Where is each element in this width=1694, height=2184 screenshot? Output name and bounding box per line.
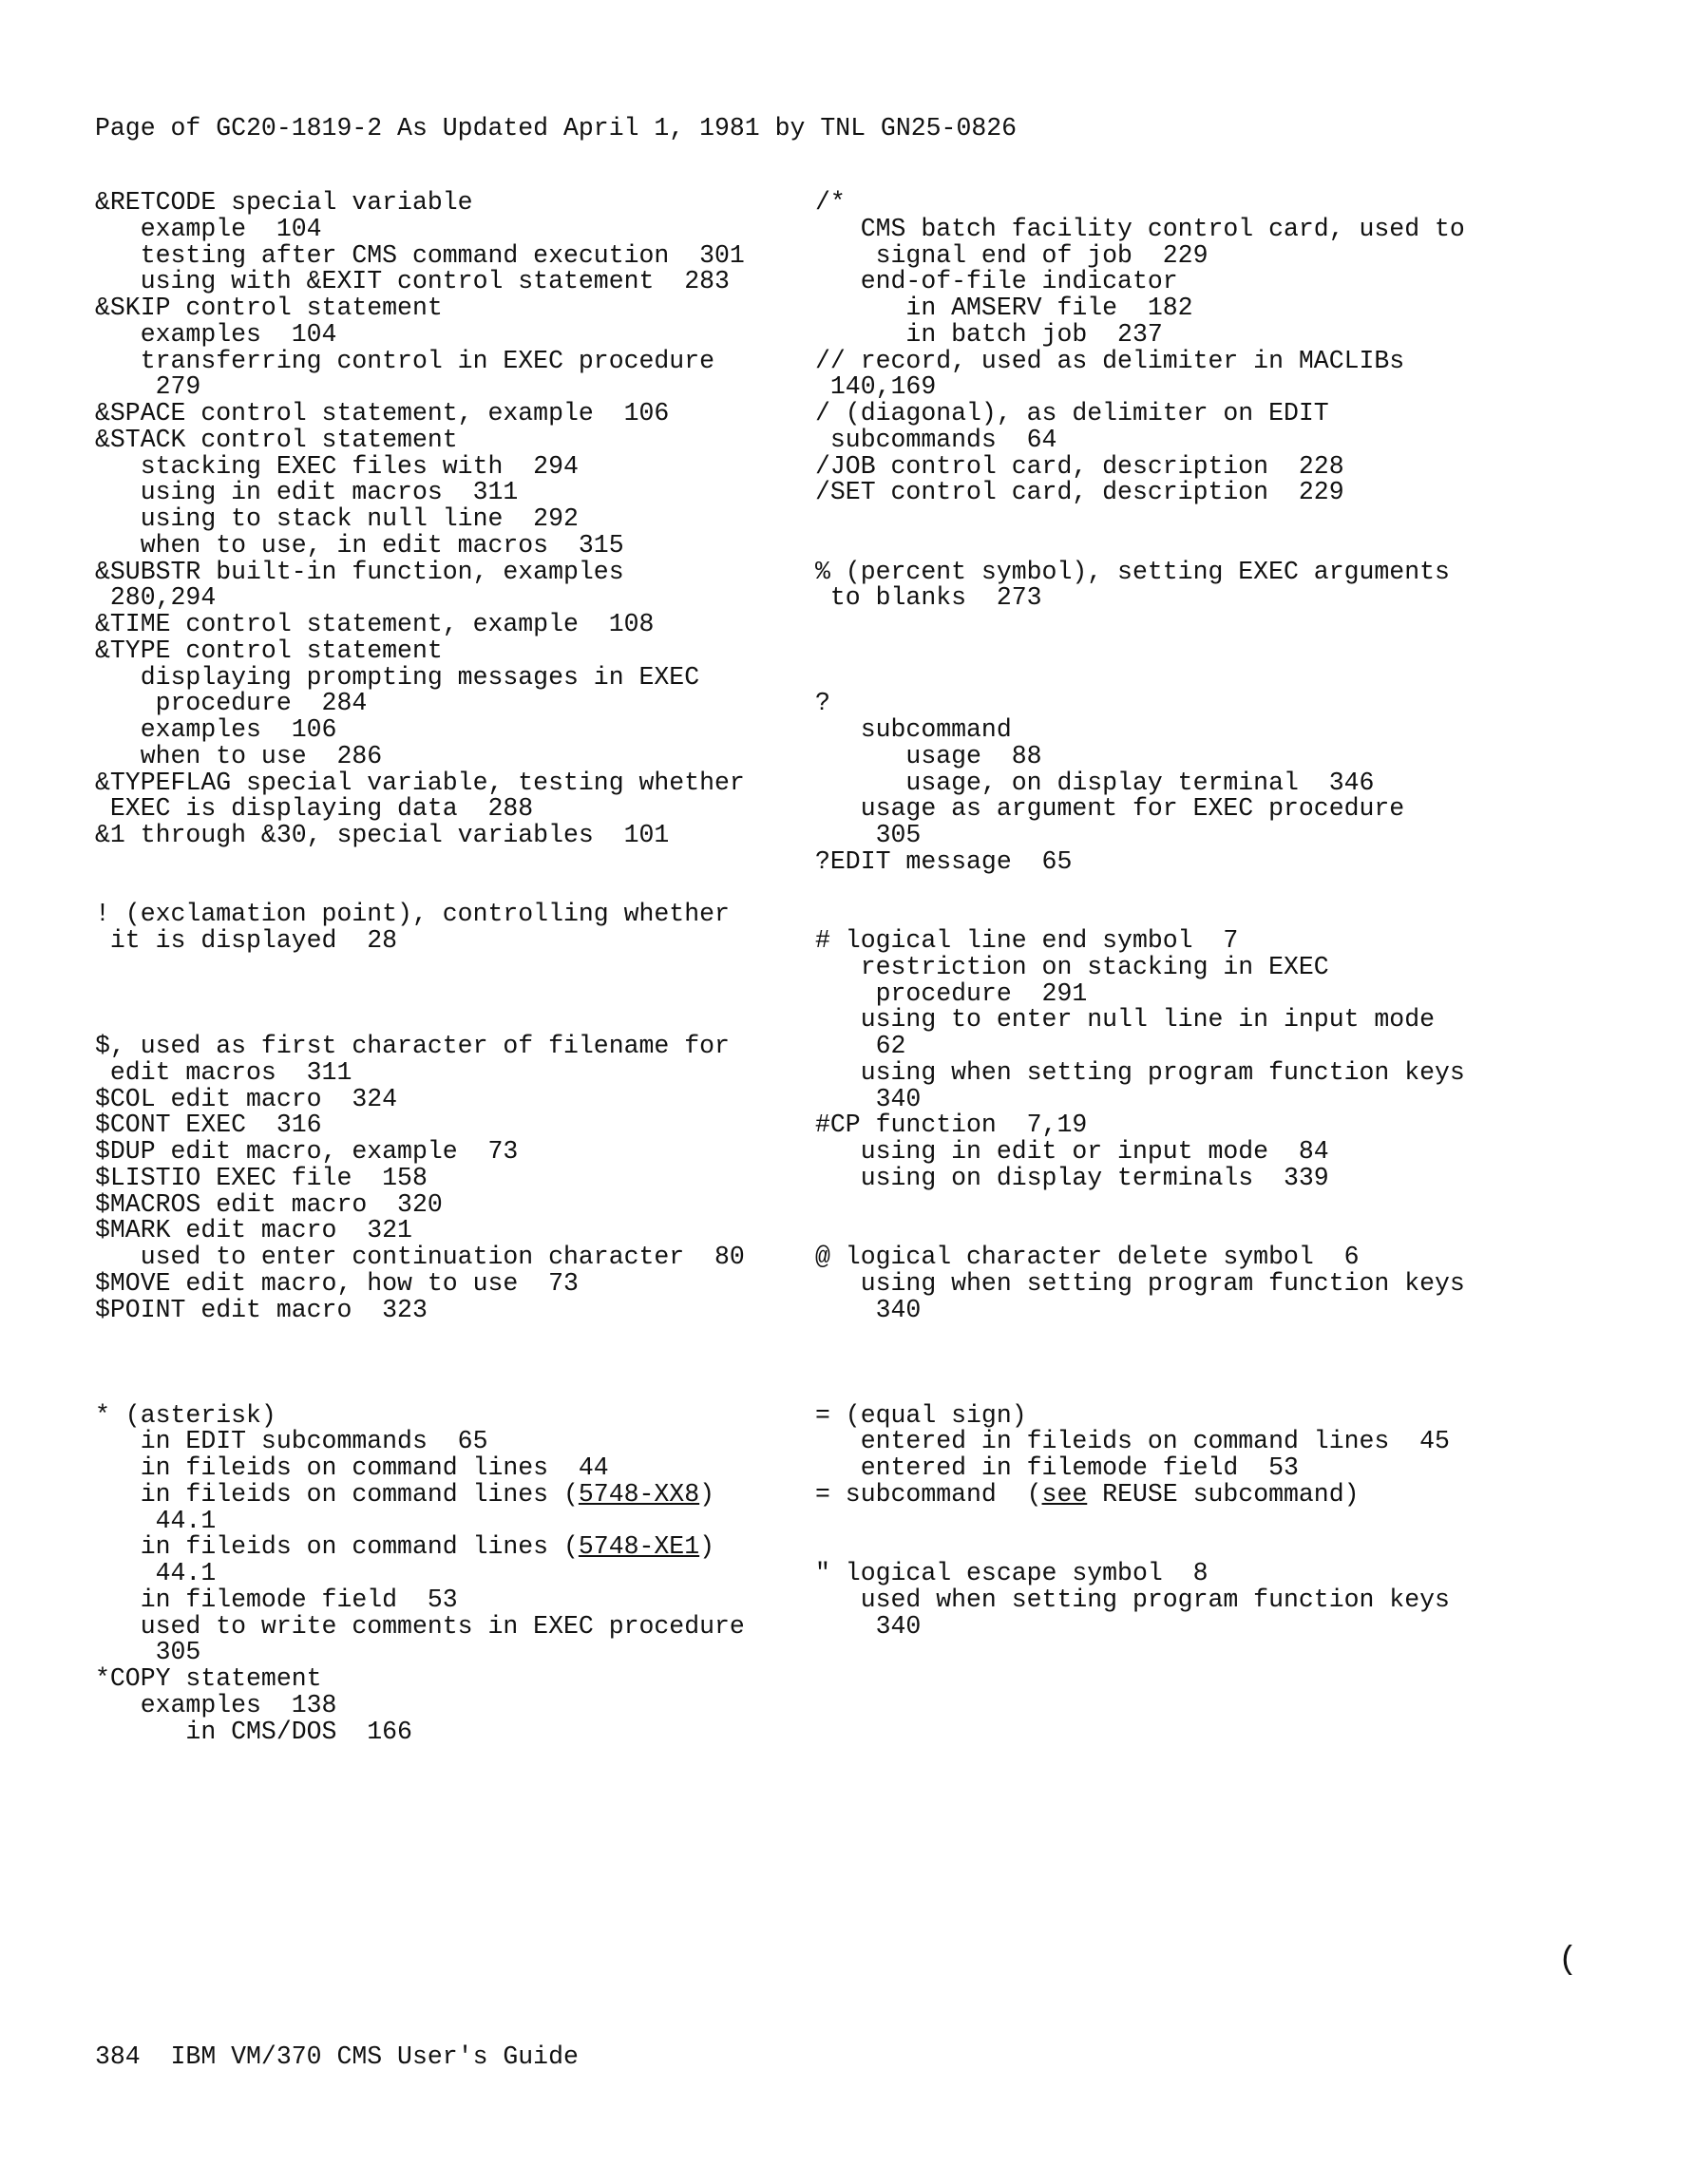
index-entry-text: in filemode field 53 — [95, 1585, 458, 1614]
index-entry — [815, 506, 1594, 533]
index-entry-text: &SKIP control statement — [95, 294, 443, 322]
index-entry-text: in batch job 237 — [815, 319, 1163, 349]
index-entry-text: $MARK edit macro 321 — [95, 1216, 412, 1245]
index-entry — [95, 190, 846, 217]
index-entry-text: &1 through &30, special variables 101 — [95, 821, 670, 849]
index-entry-text: end-of-file indicator — [815, 267, 1178, 296]
index-entry — [95, 480, 846, 506]
index-entry — [95, 295, 846, 322]
index-entry — [95, 1666, 846, 1693]
index-entry — [815, 1218, 1594, 1244]
index-entry — [815, 1587, 1594, 1614]
index-entry — [95, 1640, 846, 1666]
index-entry-text: ? — [815, 689, 830, 718]
index-entry-text: using on display terminals 339 — [815, 1163, 1329, 1192]
index-entry — [95, 902, 846, 928]
index-entry — [815, 952, 1594, 981]
index-entry — [95, 557, 846, 586]
index-entry — [815, 480, 1594, 506]
index-entry-text: EXEC is displaying data 288 — [95, 794, 534, 824]
index-entry — [815, 638, 1594, 665]
index-entry-text: restriction on stacking in EXEC — [815, 952, 1329, 981]
index-entry — [95, 1479, 846, 1509]
index-entry — [95, 1057, 846, 1087]
index-entry-text: when to use 286 — [95, 741, 383, 770]
index-entry-text: using to stack null line 292 — [95, 504, 579, 533]
index-entry — [95, 662, 846, 692]
index-entry — [95, 1163, 846, 1192]
index-entry-text: using when setting program function keys — [815, 1268, 1465, 1298]
index-entry — [815, 1295, 1594, 1324]
index-entry — [95, 1534, 846, 1561]
index-entry-text: &SPACE control statement, example 106 — [95, 399, 670, 427]
index-entry — [815, 978, 1594, 1008]
index-entry — [95, 1587, 846, 1614]
index-entry-text: $MOVE edit macro, how to use 73 — [95, 1268, 579, 1298]
index-entry-text: $DUP edit macro, example 73 — [95, 1137, 519, 1166]
index-entry — [815, 427, 1594, 454]
index-entry-text: 340 — [815, 1084, 922, 1113]
index-entry — [815, 665, 1594, 692]
index-entry — [815, 401, 1594, 427]
index-entry-text: used to write comments in EXEC procedure — [95, 1611, 745, 1641]
index-entry-text: $CONT EXEC 316 — [95, 1111, 322, 1140]
index-entry-text: 340 — [815, 1611, 922, 1641]
index-entry-text: in EDIT subcommands 65 — [95, 1427, 488, 1456]
index-entry — [95, 1084, 846, 1113]
index-entry — [815, 691, 1594, 717]
index-entry — [815, 214, 1594, 243]
index-entry-text: *COPY statement — [95, 1664, 322, 1693]
index-entry-text: using with &EXIT control statement 283 — [95, 267, 730, 296]
index-entry-text: /* — [815, 188, 846, 217]
index-entry — [815, 1192, 1594, 1219]
index-entry — [95, 1690, 846, 1719]
index-entry — [815, 374, 1594, 401]
index-entry-text: 340 — [815, 1295, 922, 1324]
index-entry — [815, 846, 1594, 876]
index-entry-text: in CMS/DOS 166 — [95, 1717, 412, 1746]
index-entry-text: usage as argument for EXEC procedure — [815, 794, 1405, 824]
index-entry-suffix: REUSE subcommand) — [1087, 1479, 1360, 1509]
index-entry — [815, 319, 1594, 349]
index-entry — [95, 401, 846, 427]
index-entry-text: @ logical character delete symbol 6 — [815, 1243, 1360, 1271]
index-entry-text: % (percent symbol), setting EXEC arguments — [815, 557, 1450, 586]
index-entry — [95, 1429, 846, 1455]
index-entry — [95, 1218, 846, 1244]
index-entry-text: signal end of job 229 — [815, 240, 1209, 270]
index-entry — [815, 1400, 1594, 1430]
index-entry — [815, 557, 1594, 586]
index-entry-text: = subcommand ( — [815, 1479, 1042, 1509]
index-entry — [95, 928, 846, 955]
index-entry-text: stacking EXEC files with 294 — [95, 451, 579, 481]
index-entry — [815, 796, 1594, 823]
index-entry-text: displaying prompting messages in EXEC — [95, 662, 700, 692]
index-entry-text: 140,169 — [815, 372, 937, 402]
index-entry — [95, 1007, 846, 1034]
index-entry — [815, 1112, 1594, 1139]
index-entry-text: in AMSERV file 182 — [815, 294, 1193, 322]
index-entry-text: using when setting program function keys — [815, 1057, 1465, 1087]
index-entry-text: 280,294 — [95, 583, 217, 613]
index-entry — [95, 823, 846, 849]
index-entry — [95, 585, 846, 612]
index-entry — [815, 717, 1594, 744]
index-entry — [95, 1112, 846, 1139]
index-entry — [95, 717, 846, 744]
index-entry — [95, 1506, 846, 1535]
index-entry-text: using in edit macros 311 — [95, 478, 519, 507]
underlined-reference: 5748-XX8 — [578, 1479, 700, 1509]
index-entry — [815, 1429, 1594, 1455]
index-entry-text: $COL edit macro 324 — [95, 1084, 398, 1113]
index-entry — [815, 240, 1594, 270]
index-entry-text: ?EDIT message 65 — [815, 846, 1073, 876]
index-entry — [815, 1509, 1594, 1535]
index-entry — [95, 741, 846, 770]
index-entry — [95, 1561, 846, 1587]
index-entry-text: subcommand — [815, 715, 1012, 744]
index-entry-text: 44.1 — [95, 1506, 217, 1535]
index-entry-text: * (asterisk) — [95, 1400, 276, 1430]
index-entry-text: transferring control in EXEC procedure — [95, 346, 715, 375]
index-column-left — [95, 190, 846, 1745]
index-column-right — [815, 190, 1594, 1640]
index-entry-text: #CP function 7,19 — [815, 1111, 1088, 1140]
index-entry — [95, 1350, 846, 1377]
index-entry-text: in fileids on command lines ( — [95, 1532, 579, 1562]
index-entry-text: using to enter null line in input mode — [815, 1005, 1436, 1035]
index-entry — [95, 1719, 846, 1746]
index-entry-text: CMS batch facility control card, used to — [815, 214, 1465, 243]
index-entry-text: $POINT edit macro 323 — [95, 1295, 428, 1324]
index-entry — [95, 506, 846, 533]
page-footer: 384 IBM VM/370 CMS User's Guide — [95, 2042, 579, 2071]
index-entry — [815, 533, 1594, 560]
index-entry-text: in fileids on command lines ( — [95, 1479, 579, 1509]
index-entry-text: used to enter continuation character 80 — [95, 1243, 745, 1271]
index-entry-text: to blanks 273 — [815, 583, 1042, 613]
index-entry-text: 279 — [95, 372, 201, 402]
margin-mark: ( — [1558, 1943, 1578, 1979]
index-entry — [95, 849, 846, 876]
index-entry — [815, 1244, 1594, 1271]
index-entry-text: &RETCODE special variable — [95, 188, 473, 217]
index-entry — [815, 1611, 1594, 1641]
index-entry — [95, 240, 846, 270]
index-entry — [95, 770, 846, 797]
index-entry-text: $LISTIO EXEC file 158 — [95, 1163, 428, 1192]
index-entry-text: 305 — [95, 1638, 201, 1667]
index-entry — [815, 295, 1594, 322]
index-entry — [815, 1139, 1594, 1166]
index-entry-text: # logical line end symbol 7 — [815, 926, 1239, 955]
index-entry — [95, 1611, 846, 1641]
index-entry-text: ! (exclamation point), controlling whether — [95, 900, 730, 929]
index-entry — [815, 1007, 1594, 1034]
index-entry-text: entered in filemode field 53 — [815, 1453, 1299, 1482]
index-entry — [95, 1268, 846, 1298]
index-entry — [95, 1244, 846, 1271]
index-entry — [95, 981, 846, 1008]
index-entry-text: used when setting program function keys — [815, 1585, 1450, 1614]
index-entry-text: subcommands 64 — [815, 425, 1057, 454]
index-entry — [815, 1268, 1594, 1298]
index-entry-text: it is displayed 28 — [95, 926, 398, 955]
index-entry-text: /SET control card, description 229 — [815, 478, 1344, 507]
index-entry — [95, 796, 846, 823]
index-entry-text: edit macros 311 — [95, 1057, 352, 1087]
index-entry-text: &TYPEFLAG special variable, testing whether — [95, 768, 745, 797]
index-entry-suffix: ) — [699, 1479, 715, 1509]
index-entry — [95, 1139, 846, 1166]
index-entry — [95, 638, 846, 665]
index-entry — [95, 876, 846, 902]
index-entry — [815, 612, 1594, 638]
index-entry — [815, 1163, 1594, 1192]
index-entry-text: &TIME control statement, example 108 — [95, 610, 655, 638]
index-entry — [815, 1350, 1594, 1377]
index-entry-text: /JOB control card, description 228 — [815, 451, 1344, 481]
index-entry — [815, 1479, 1594, 1509]
index-entry-text: usage, on display terminal 346 — [815, 768, 1375, 797]
index-entry — [95, 1400, 846, 1430]
index-entry — [815, 1561, 1594, 1587]
index-entry-text: using in edit or input mode 84 — [815, 1137, 1329, 1166]
index-entry — [815, 928, 1594, 955]
index-entry-suffix: ) — [699, 1532, 715, 1562]
index-entry-text: examples 138 — [95, 1690, 337, 1719]
index-entry — [815, 876, 1594, 902]
index-entry-text: = (equal sign) — [815, 1400, 1027, 1430]
index-entry-text: examples 104 — [95, 319, 337, 349]
index-entry — [815, 741, 1594, 770]
index-entry-text: example 104 — [95, 214, 322, 243]
index-entry — [815, 190, 1594, 217]
index-entry — [95, 1377, 846, 1403]
index-entry — [95, 451, 846, 481]
index-entry — [95, 319, 846, 349]
index-entry — [95, 346, 846, 375]
index-entry — [95, 1189, 846, 1219]
index-entry — [815, 1377, 1594, 1403]
underlined-reference: see — [1041, 1479, 1088, 1509]
index-entry — [95, 1323, 846, 1350]
index-entry — [815, 902, 1594, 928]
index-entry — [815, 1323, 1594, 1350]
index-entry-text: procedure 291 — [815, 978, 1088, 1008]
index-entry-text: when to use, in edit macros 315 — [95, 530, 624, 560]
index-entry — [815, 585, 1594, 612]
index-entry — [95, 374, 846, 401]
index-entry — [95, 1295, 846, 1324]
index-entry — [95, 691, 846, 717]
index-entry — [815, 1534, 1594, 1561]
index-entry-text: 305 — [815, 821, 922, 849]
index-entry-text: / (diagonal), as delimiter on EDIT — [815, 399, 1329, 427]
index-entry-text: 62 — [815, 1032, 906, 1060]
index-entry — [815, 1084, 1594, 1113]
index-entry-text: in fileids on command lines 44 — [95, 1453, 609, 1482]
index-entry-text: usage 88 — [815, 741, 1042, 770]
index-entry — [815, 1455, 1594, 1482]
index-entry — [815, 823, 1594, 849]
index-entry — [95, 1455, 846, 1482]
index-entry — [95, 269, 846, 295]
index-entry — [95, 427, 846, 454]
index-entry-text: procedure 284 — [95, 689, 368, 718]
index-entry — [815, 451, 1594, 481]
index-entry-text: entered in fileids on command lines 45 — [815, 1427, 1450, 1456]
index-entry-text: &SUBSTR built-in function, examples — [95, 557, 624, 586]
index-entry — [815, 269, 1594, 295]
index-entry-text: testing after CMS command execution 301 — [95, 240, 745, 270]
index-entry — [95, 214, 846, 243]
index-entry — [815, 1034, 1594, 1060]
index-entry-text: $, used as first character of filename for — [95, 1032, 730, 1060]
index-entry-text: &STACK control statement — [95, 425, 458, 454]
index-entry-text: examples 106 — [95, 715, 337, 744]
index-entry — [95, 530, 846, 560]
index-entry-text: &TYPE control statement — [95, 636, 443, 665]
index-entry — [95, 955, 846, 981]
index-entry — [815, 346, 1594, 375]
index-entry-text: // record, used as delimiter in MACLIBs — [815, 346, 1405, 375]
index-entry-text: 44.1 — [95, 1559, 217, 1587]
index-entry-text: $MACROS edit macro 320 — [95, 1189, 443, 1219]
underlined-reference: 5748-XE1 — [578, 1532, 700, 1562]
index-entry — [815, 1057, 1594, 1087]
index-entry — [815, 770, 1594, 797]
index-entry-text: " logical escape symbol 8 — [815, 1559, 1209, 1587]
page-header: Page of GC20-1819-2 As Updated April 1, 1981 by TNL GN25-0826 — [95, 114, 1018, 142]
index-entry — [95, 612, 846, 638]
index-entry — [95, 1034, 846, 1060]
